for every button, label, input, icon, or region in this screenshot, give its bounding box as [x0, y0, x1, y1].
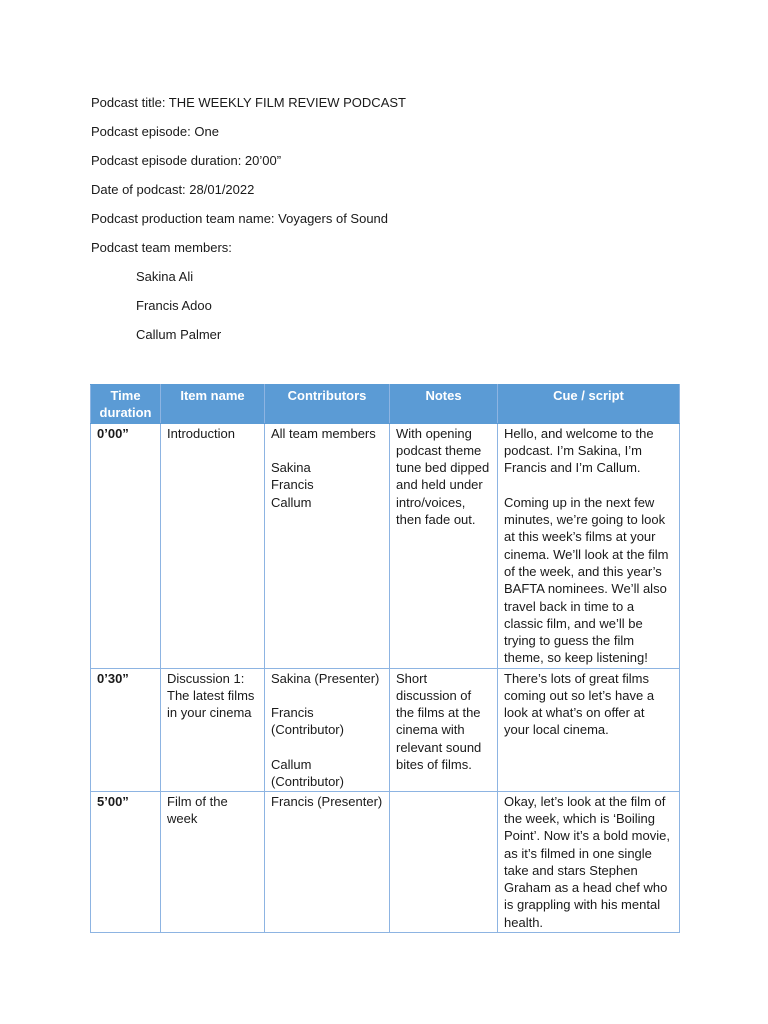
header-item-name: Item name	[161, 385, 265, 424]
cell-notes: With opening podcast theme tune bed dipped and held under intro/voices, then fade out.	[390, 423, 498, 668]
table-row	[91, 668, 680, 791]
rundown-table	[90, 384, 680, 933]
cell-contributors: Francis (Presenter)	[265, 791, 390, 932]
cell-notes: Short discussion of the films at the cinema with relevant sound bites of films.	[390, 668, 498, 791]
cell-notes	[390, 791, 498, 932]
team-member: Sakina Ali	[136, 269, 194, 284]
podcast-duration: Podcast episode duration: 20’00”	[91, 153, 282, 168]
cell-time: 0’30”	[91, 668, 161, 791]
team-member: Francis Adoo	[136, 298, 212, 313]
cell-item: Film of the week	[161, 791, 265, 932]
cell-script: There’s lots of great films coming out so let’s have a look at what’s on offer at your local cinema.	[498, 668, 680, 791]
header-contributors: Contributors	[265, 385, 390, 424]
table-header-row	[91, 385, 680, 424]
table-row	[91, 791, 680, 932]
header-time-duration: Time duration	[91, 385, 161, 424]
header-cue-script: Cue / script	[498, 385, 680, 424]
cell-time: 0’00”	[91, 423, 161, 668]
podcast-title: Podcast title: THE WEEKLY FILM REVIEW PODCAST	[91, 95, 406, 110]
podcast-details	[91, 94, 691, 355]
podcast-team-name: Podcast production team name: Voyagers of Sound	[91, 211, 389, 226]
cell-script: Hello, and welcome to the podcast. I’m Sakina, I’m Francis and I’m Callum. Coming up in the next few minutes, we’re going to look at this week’s films at your cinema. We’ll look at the film of the week, and this year’s BAFTA nominees. We’ll also travel back in time to a classic film, and we’ll be trying to guess the film theme, so keep listening!	[498, 423, 680, 668]
cell-time: 5’00”	[91, 791, 161, 932]
table-row	[91, 423, 680, 668]
cell-contributors: Sakina (Presenter) Francis (Contributor) Callum (Contributor)	[265, 668, 390, 791]
cell-script: Okay, let’s look at the film of the week, which is ‘Boiling Point’. Now it’s a bold movie, as it’s filmed in one single take and stars Stephen Graham as a head chef who is grappling with his mental health.	[498, 791, 680, 932]
podcast-date: Date of podcast: 28/01/2022	[91, 182, 255, 197]
podcast-episode: Podcast episode: One	[91, 124, 219, 139]
cell-item: Introduction	[161, 423, 265, 668]
cell-contributors: All team members Sakina Francis Callum	[265, 423, 390, 668]
team-member: Callum Palmer	[136, 327, 222, 342]
cell-item: Discussion 1: The latest films in your cinema	[161, 668, 265, 791]
header-notes: Notes	[390, 385, 498, 424]
podcast-members-heading: Podcast team members:	[91, 240, 232, 255]
